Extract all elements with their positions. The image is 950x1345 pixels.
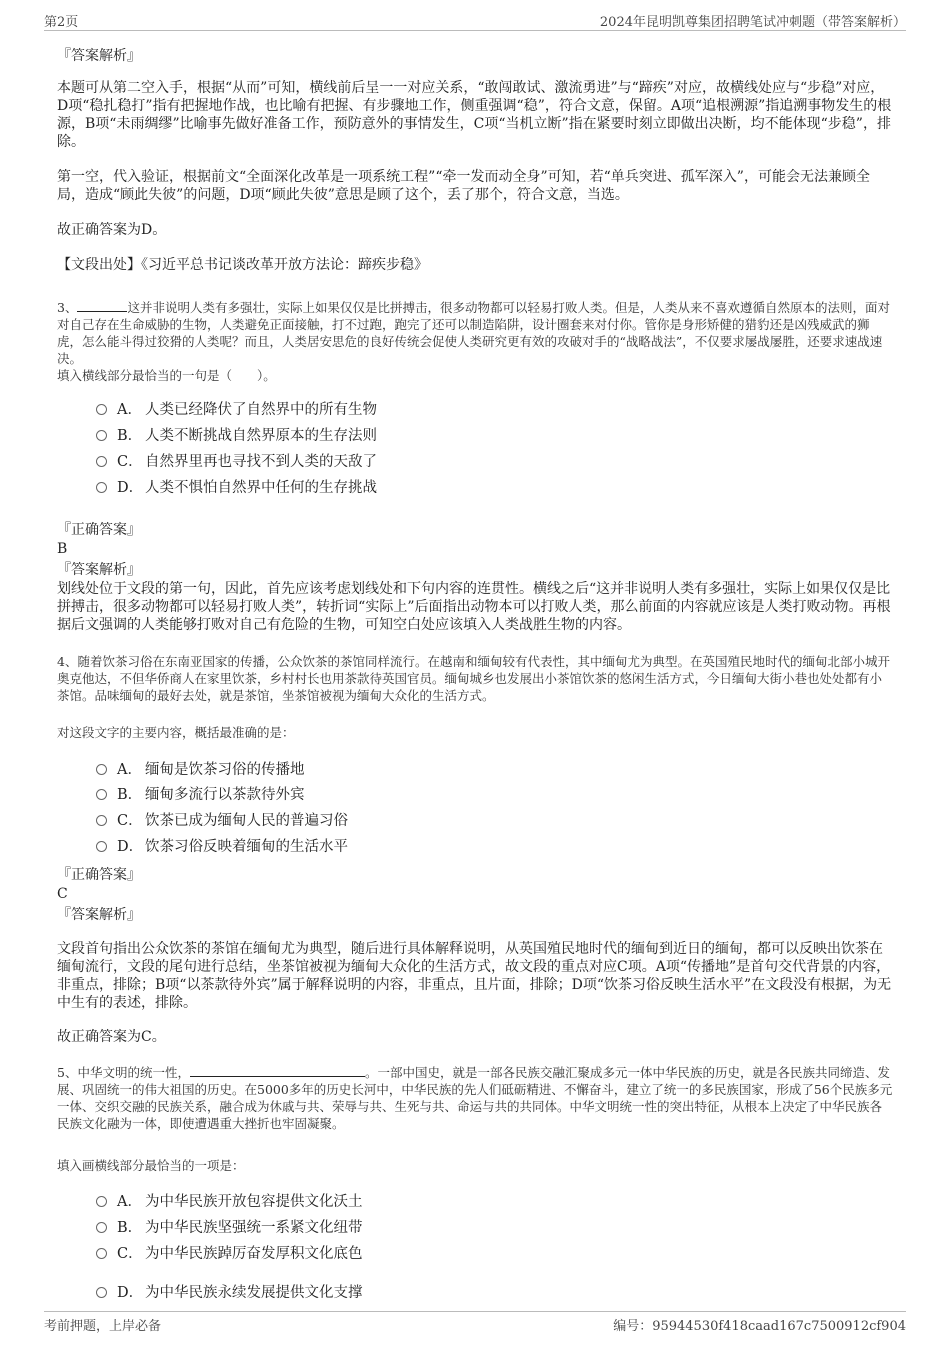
radio-icon[interactable] bbox=[96, 456, 107, 467]
page-number: 第2页 bbox=[44, 15, 79, 30]
q4-conclusion: 故正确答案为C。 bbox=[57, 1029, 166, 1045]
q5-prompt: 填入画横线部分最恰当的一项是： bbox=[57, 1158, 245, 1173]
document-id: 编号：95944530f418caad167c7500912cf904 bbox=[613, 1319, 906, 1334]
radio-icon[interactable] bbox=[96, 764, 107, 775]
q2-analysis-label: 『答案解析』 bbox=[57, 48, 141, 64]
q4-number: 4、 bbox=[57, 654, 78, 669]
q4-stem-text: 随着饮茶习俗在东南亚国家的传播，公众饮茶的茶馆同样流行。在越南和缅甸较有代表性，其中缅甸尤为典型。在英国殖民地时代的缅甸北部小城开奥克他达，不但华侨商人在家里饮茶，乡村村长也用茶款待英国官员。缅甸城乡也发展出小茶馆饮茶的悠闲生活方式，今日缅甸大街小巷也处处都有小茶馆。品味缅甸的最好去处，就是茶馆，坐茶馆被视为缅甸大众化的生活方式。 bbox=[57, 654, 890, 703]
q3-analysis-label: 『答案解析』 bbox=[57, 562, 141, 578]
q2-analysis-para1: 本题可从第二空入手，根据“从而”可知，横线前后呈一一对应关系，“敢闯敢试、激流勇进”与“蹄疾”对应，故横线处应与“步稳”对应，D项“稳扎稳打”指有把握地作战，也比喻有把握、有步骤地工作，侧重强调“稳”，符合文意，保留。A项“追根溯源”指追溯事物发生的根源，B项“未雨绸缪”比喻事先做好准备工作，预防意外的事情发生，C项“当机立断”指在紧要时刻立即做出决断，均不能体现“步稳”，排除。 bbox=[57, 80, 892, 150]
q4-prompt: 对这段文字的主要内容，概括最准确的是： bbox=[57, 725, 295, 740]
page-header bbox=[44, 8, 906, 31]
q5-option-a[interactable]: A． 为中华民族开放包容提供文化沃土 bbox=[96, 1193, 363, 1211]
radio-icon[interactable] bbox=[96, 841, 107, 852]
q3-option-b[interactable]: B． 人类不断挑战自然界原本的生存法则 bbox=[96, 427, 377, 445]
radio-icon[interactable] bbox=[96, 482, 107, 493]
q5-blank bbox=[190, 1076, 365, 1077]
q4-option-c[interactable]: C． 饮茶已成为缅甸人民的普遍习俗 bbox=[96, 812, 348, 830]
q5-number: 5、 bbox=[57, 1065, 78, 1080]
q4-analysis-label: 『答案解析』 bbox=[57, 907, 141, 923]
q3-blank bbox=[77, 311, 127, 312]
q5-stem-after: 。一部中国史，就是一部各民族交融汇聚成多元一体中华民族的历史，就是各民族共同缔造、发展、巩固统一的伟大祖国的历史。在5000多年的历史长河中，中华民族的先人们砥砺精进、不懈奋斗，建立了统一的多民族国家，形成了56个民族多元一体、交织交融的民族关系，融合成为休戚与共、荣辱与共、生死与共、命运与共的共同体。中华文明统一性的突出特征，从根本上决定了中华民族各民族文化融为一体，即使遭遇重大挫折也牢固凝聚。 bbox=[57, 1065, 893, 1131]
q2-conclusion: 故正确答案为D。 bbox=[57, 222, 167, 238]
q4-analysis: 文段首句指出公众饮茶的茶馆在缅甸尤为典型，随后进行具体解释说明，从英国殖民地时代的缅甸到近日的缅甸，都可以反映出饮茶在缅甸流行，文段的尾句进行总结，坐茶馆被视为缅甸大众化的生活方式，故文段的重点对应C项。A项“传播地”是首句交代背景的内容，非重点，排除；B项“以茶款待外宾”属于解释说明的内容，非重点，且片面，排除；D项“饮茶习俗反映生活水平”在文段没有根据，为无中生有的表述，排除。 bbox=[57, 941, 892, 1011]
radio-icon[interactable] bbox=[96, 1248, 107, 1259]
q4-option-d[interactable]: D． 饮茶习俗反映着缅甸的生活水平 bbox=[96, 838, 348, 856]
q4-stem bbox=[57, 653, 893, 704]
q5-option-d[interactable]: D． 为中华民族永续发展提供文化支撑 bbox=[96, 1284, 363, 1302]
q4-option-b[interactable]: B． 缅甸多流行以茶款待外宾 bbox=[96, 786, 305, 804]
radio-icon[interactable] bbox=[96, 1222, 107, 1233]
q2-source: 【文段出处】《习近平总书记谈改革开放方法论：蹄疾步稳》 bbox=[57, 257, 428, 273]
radio-icon[interactable] bbox=[96, 404, 107, 415]
q5-option-c[interactable]: C． 为中华民族踔厉奋发厚积文化底色 bbox=[96, 1245, 363, 1263]
radio-icon[interactable] bbox=[96, 789, 107, 800]
q3-answer-label: 『正确答案』 bbox=[57, 522, 141, 538]
q4-answer-label: 『正确答案』 bbox=[57, 867, 141, 883]
radio-icon[interactable] bbox=[96, 815, 107, 826]
page-footer bbox=[44, 1311, 906, 1332]
q5-stem-before: 中华文明的统一性， bbox=[77, 1065, 190, 1080]
radio-icon[interactable] bbox=[96, 1287, 107, 1298]
q3-stem-text: 这并非说明人类有多强壮，实际上如果仅仅是比拼搏击，很多动物都可以轻易打败人类。但是，人类从来不喜欢遵循自然原本的法则，面对对自己存在生命威胁的生物，人类避免正面接触，打不过跑，跑完了还可以制造陷阱，设计圈套来对付你。管你是身形矫健的猎豹还是凶残威武的狮虎，怎么能斗得过狡猾的人类呢？而且，人类居安思危的良好传统会促使人类研究更有效的攻破对手的“战略战法”，不仅要求屡战屡胜，还要求速战速决。 bbox=[57, 300, 890, 366]
q3-stem bbox=[57, 299, 893, 367]
q2-analysis-para2: 第一空，代入验证，根据前文“全面深化改革是一项系统工程”“牵一发而动全身”可知，若“单兵突进、孤军深入”，可能会无法兼顾全局，造成“顾此失彼”的问题，D项“顾此失彼”意思是顾了这个，丢了那个，符合文意，当选。 bbox=[57, 169, 870, 203]
q5-option-b[interactable]: B． 为中华民族坚强统一系紧文化纽带 bbox=[96, 1219, 363, 1237]
q4-answer: C bbox=[57, 886, 68, 902]
document-title: 2024年昆明凯尊集团招聘笔试冲刺题（带答案解析） bbox=[599, 15, 906, 30]
q3-option-c[interactable]: C． 自然界里再也寻找不到人类的天敌了 bbox=[96, 453, 377, 471]
q3-answer: B bbox=[57, 541, 68, 557]
q3-prompt: 填入横线部分最恰当的一句是（ ）。 bbox=[57, 368, 276, 383]
q3-option-d[interactable]: D． 人类不惧怕自然界中任何的生存挑战 bbox=[96, 479, 377, 497]
radio-icon[interactable] bbox=[96, 1196, 107, 1207]
q3-option-a[interactable]: A． 人类已经降伏了自然界中的所有生物 bbox=[96, 401, 377, 419]
footer-slogan: 考前押题，上岸必备 bbox=[44, 1319, 162, 1334]
q3-analysis: 划线处位于文段的第一句，因此，首先应该考虑划线处和下句内容的连贯性。横线之后“这并非说明人类有多强壮，实际上如果仅仅是比拼搏击，很多动物都可以轻易打败人类”，转折词“实际上”后面指出动物本可以打败人类，那么前面的内容就应该是人类打败动物。再根据后文强调的人类能够打败对自己有危险的生物，可知空白处应该填入人类战胜生物的内容。 bbox=[57, 581, 891, 633]
radio-icon[interactable] bbox=[96, 430, 107, 441]
q5-stem bbox=[57, 1064, 893, 1132]
q4-option-a[interactable]: A． 缅甸是饮茶习俗的传播地 bbox=[96, 761, 305, 779]
q3-number: 3、 bbox=[57, 300, 78, 315]
